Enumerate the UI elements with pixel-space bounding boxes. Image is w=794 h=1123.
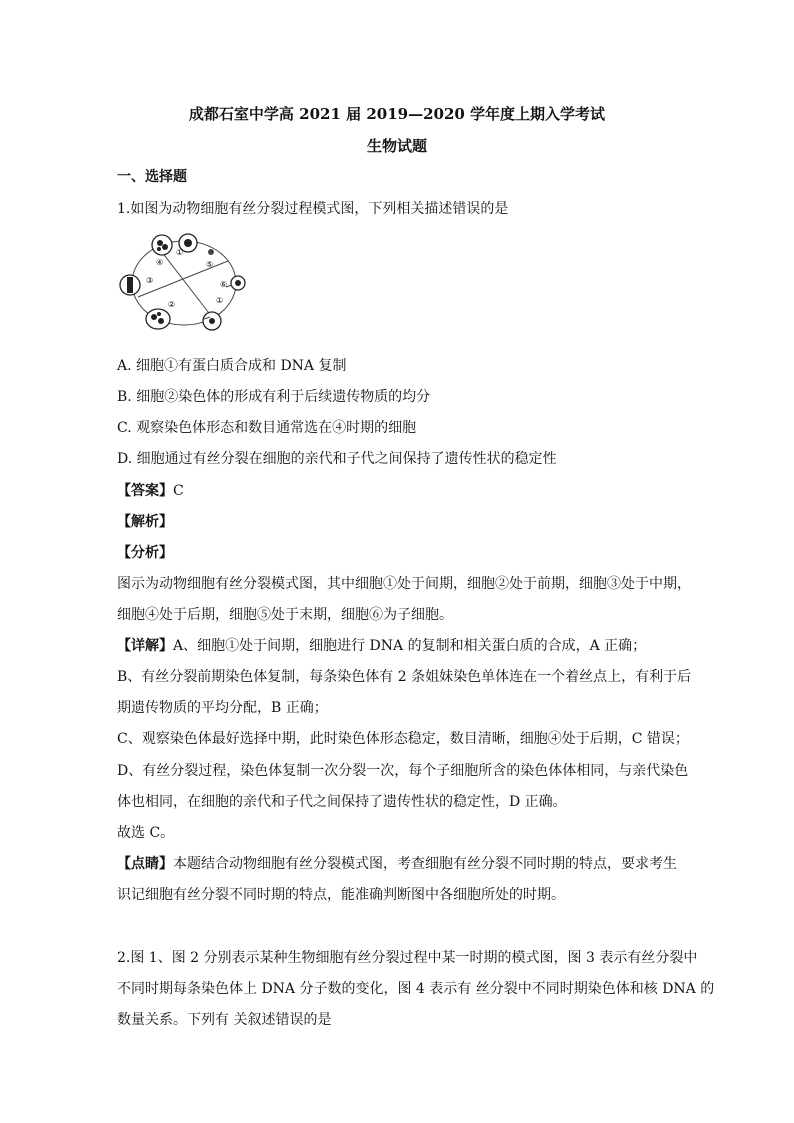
detail-line: C、观察染色体最好选择中期，此时染色体形态稳定，数目清晰，细胞④处于后期，C 错误； [117,731,689,747]
cell-telophase [231,276,245,290]
detail-tag: 【详解】 [117,638,173,654]
option-a: A. 细胞①有蛋白质合成和 DNA 复制 [117,358,347,374]
point-text: 本题结合动物细胞有丝分裂模式图，考查细胞有丝分裂不同时期的特点，要求考生 [173,856,677,872]
detail-line: D、有丝分裂过程，染色体复制一次分裂一次，每个子细胞所含的染色体体相同，与亲代染色 [117,763,689,779]
question-2-line: 不同时期每条染色体上 DNA 分子数的变化，图 4 表示有 丝分裂中不同时期染色体和核 DNA 的 [117,981,715,997]
cell-anaphase [146,309,170,329]
answer-line [117,480,184,500]
question-2-line: 2.图 1、图 2 分别表示某种生物细胞有丝分裂过程中某一时期的模式图，图 3 表示有丝分裂中 [117,950,698,966]
stage-label: ⑥ [220,280,228,289]
divider-line [158,247,212,317]
fenxi-tag: 【分析】 [117,545,173,561]
answer-tag: 【答案】 [117,483,173,499]
question-2-line: 数量关系。下列有 关叙述错误的是 [117,1012,332,1028]
stage-label: ② [168,300,176,309]
detail-line: 期遗传物质的平均分配，B 正确； [117,700,328,716]
option-d: D. 细胞通过有丝分裂在细胞的亲代和子代之间保持了遗传性状的稳定性 [117,451,557,467]
detail-line: 故选 C。 [117,825,175,841]
answer-value: C [173,483,184,499]
fenxi-line: 细胞④处于后期，细胞⑤处于末期，细胞⑥为子细胞。 [117,607,453,623]
option-c: C. 观察染色体形态和数目通常选在④时期的细胞 [117,420,417,436]
point-line: 识记细胞有丝分裂不同时期的特点，能准确判断图中各细胞所处的时期。 [117,887,565,903]
stage-label: ① [216,296,224,305]
mitosis-cycle-figure [116,231,246,335]
exam-subtitle: 生物试题 [366,137,427,155]
section-heading: 一、选择题 [117,169,187,185]
option-b: B. 细胞②染色体的形成有利于后续遗传物质的均分 [117,389,431,405]
detail-line: 体也相同，在细胞的亲代和子代之间保持了遗传性状的稳定性，D 正确。 [117,794,567,810]
question-1-stem: 1.如图为动物细胞有丝分裂过程模式图，下列相关描述错误的是 [117,201,509,217]
stage-label: ④ [156,258,164,267]
stage-label: ① [176,248,184,257]
cell-dot [208,249,214,255]
cell-metaphase [120,275,140,295]
detail-line: B、有丝分裂前期染色体复制，每条染色体有 2 条姐妹染色单体连在一个着丝点上，有利于后 [117,669,692,685]
cell-daughter [203,312,221,330]
cell-prophase [152,235,172,255]
stage-label: ⑤ [206,260,214,269]
analysis-tag: 【解析】 [117,514,173,530]
detail-line [117,635,646,655]
fenxi-line: 图示为动物细胞有丝分裂模式图，其中细胞①处于间期，细胞②处于前期，细胞③处于中期， [117,576,691,592]
point-line [117,853,677,873]
stage-label: ③ [146,276,154,285]
point-tag: 【点睛】 [117,856,173,872]
detail-text: A、细胞①处于间期，细胞进行 DNA 的复制和相关蛋白质的合成，A 正确； [173,638,647,654]
exam-title: 成都石室中学高 2021 届 2019—2020 学年度上期入学考试 [188,105,606,123]
